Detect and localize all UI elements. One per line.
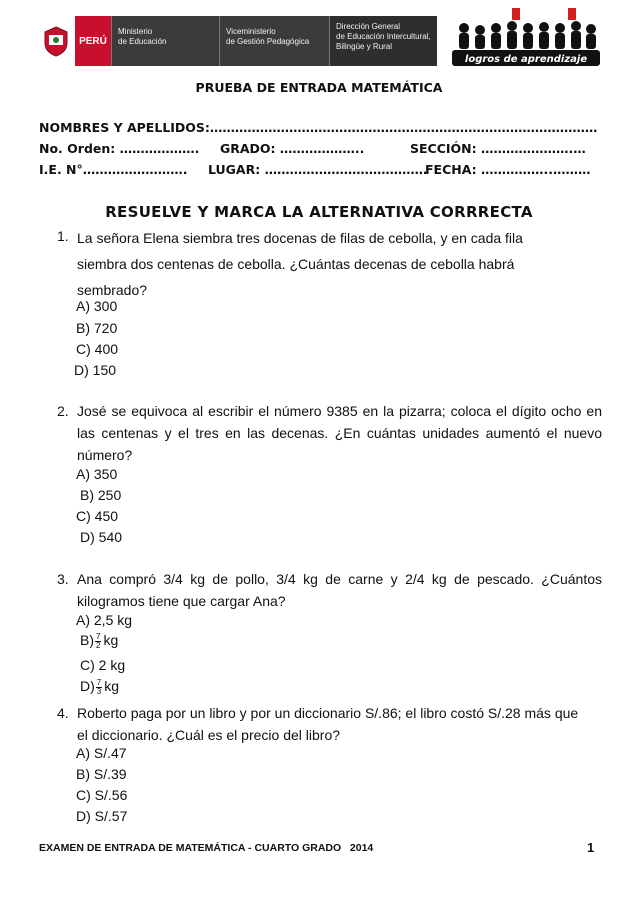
fraction [96, 679, 102, 696]
q4-option-c[interactable]: C) S/.56 [76, 787, 128, 803]
q4-option-d[interactable]: D) S/.57 [76, 808, 128, 824]
q1-option-a[interactable]: A) 300 [76, 298, 118, 314]
direction-label: Dirección General de Educación Intercultural, Bilingüe y Rural [329, 16, 437, 66]
question-number: 4. [57, 705, 69, 721]
logros-de-aprendizaje-logo [450, 6, 602, 70]
section-field[interactable]: SECCIÓN: ………………….… [410, 141, 586, 156]
ministry-label: Ministerio de Educación [111, 16, 219, 66]
q3-option-b[interactable] [80, 632, 118, 650]
fraction-numerator: 7 [96, 631, 101, 641]
logo-text: logros de aprendizaje [464, 54, 588, 65]
page-number: 1 [587, 840, 595, 855]
page-title: PRUEBA DE ENTRADA MATEMÁTICA [195, 80, 443, 95]
peru-label: PERÚ [75, 16, 111, 66]
ministry-banner [37, 16, 437, 66]
fraction [95, 633, 101, 650]
place-field[interactable]: LUGAR: ………………………………… [208, 162, 428, 177]
order-field[interactable]: No. Orden: ………………. [39, 141, 200, 156]
question-1-text: La señora Elena siembra tres docenas de filas de cebolla, y en cada fila siembra dos centenas de cebolla. ¿Cuántas decenas de cebolla habrá sembrado? [77, 230, 523, 298]
question-2-text: José se equivoca al escribir el número 9385 en la pizarra; coloca el dígito ocho en las centenas y el tres en las decenas. ¿En cuántas unidades aumentó el nuevo número? [77, 403, 602, 463]
question-4-text: Roberto paga por un libro y por un diccionario S/.86; el libro costó S/.28 más que el diccionario. ¿Cuál es el precio del libro? [77, 705, 579, 743]
q4-option-b[interactable]: B) S/.39 [76, 766, 127, 782]
option-letter: B) [80, 632, 94, 648]
vice-ministry-label: Viceministerio de Gestión Pedagógica [219, 16, 329, 66]
q2-option-c[interactable]: C) 450 [76, 508, 119, 524]
question-number: 2. [57, 403, 69, 419]
q2-option-a[interactable]: A) 350 [76, 466, 118, 482]
question-number: 1. [57, 228, 69, 244]
date-field[interactable]: FECHA: ……………..……… [425, 162, 591, 177]
instructions-heading: RESUELVE Y MARCA LA ALTERNATIVA CORRRECTA [105, 203, 533, 221]
unit: kg [103, 632, 119, 648]
page-footer: EXAMEN DE ENTRADA DE MATEMÁTICA - CUARTO GRADO 2014 [39, 842, 374, 854]
fraction-denominator: 3 [96, 686, 102, 696]
question-number: 3. [57, 571, 69, 587]
grade-field[interactable]: GRADO: ……………….. [220, 141, 365, 156]
option-letter: D) [80, 678, 95, 694]
q1-option-c[interactable]: C) 400 [76, 341, 119, 357]
names-field[interactable]: NOMBRES Y APELLIDOS:………………………………………………………………………………… [39, 120, 598, 135]
q4-option-a[interactable]: A) S/.47 [76, 745, 127, 761]
q1-option-b[interactable]: B) 720 [76, 320, 118, 336]
q2-option-b[interactable]: B) 250 [80, 487, 122, 503]
fraction-numerator: 7 [96, 677, 102, 687]
school-field[interactable]: I.E. N°……………………. [39, 162, 188, 177]
question-3-text: Ana compró 3/4 kg de pollo, 3/4 kg de carne y 2/4 kg de pescado. ¿Cuántos kilogramos tiene que cargar Ana? [77, 571, 602, 609]
q2-option-d[interactable]: D) 540 [80, 529, 123, 545]
coat-of-arms-icon [37, 16, 75, 66]
fraction-denominator: 2 [96, 640, 101, 650]
q3-option-c[interactable]: C) 2 kg [80, 657, 126, 673]
q3-option-d[interactable] [80, 678, 119, 696]
q3-option-a[interactable]: A) 2,5 kg [76, 612, 133, 628]
q1-option-d[interactable]: D) 150 [74, 362, 117, 378]
unit: kg [104, 678, 120, 694]
